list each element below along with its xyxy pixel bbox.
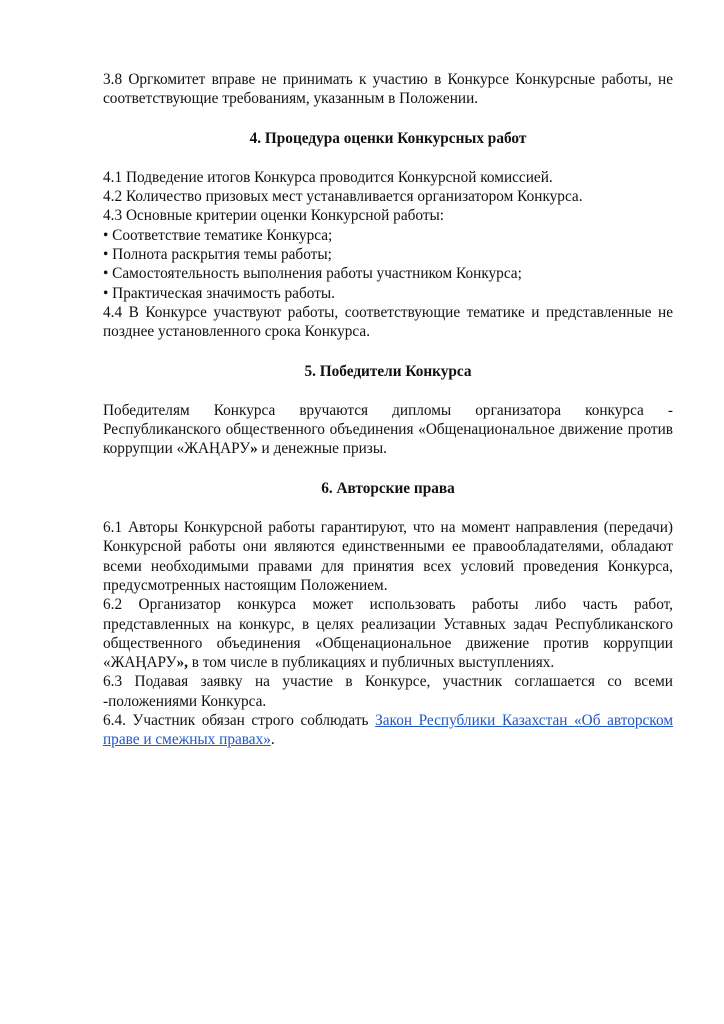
paragraph-5-winners — [103, 401, 673, 459]
paragraph-4-1: 4.1 Подведение итогов Конкурса проводится Конкурсной комиссией. — [103, 168, 553, 186]
spacer — [103, 109, 673, 129]
spacer — [103, 381, 673, 401]
closing-quote: » — [250, 440, 258, 458]
criteria-item: • Самостоятельность выполнения работы участником Конкурса; — [103, 265, 522, 283]
criteria-item: • Соответствие тематике Конкурса; — [103, 226, 333, 244]
paragraph-4-3: 4.3 Основные критерии оценки Конкурсной работы: — [103, 207, 445, 225]
paragraph-4-2: 4.2 Количество призовых мест устанавливается организатором Конкурса. — [103, 188, 583, 206]
criteria-item: • Полнота раскрытия темы работы; — [103, 246, 332, 264]
section-6-heading: 6. Авторские права — [321, 479, 455, 497]
paragraph-6-2 — [103, 595, 673, 672]
paragraph-6-3: 6.3 Подавая заявку на участие в Конкурсе, участник соглашается со всеми -положениями Конкурса. — [103, 673, 673, 710]
paragraph-6-2-tail: в том числе в публикациях и публичных выступлениях. — [187, 654, 555, 672]
section-5-heading: 5. Победители Конкурса — [304, 362, 472, 380]
document-page — [103, 70, 673, 750]
criteria-item: • Практическая значимость работы. — [103, 284, 335, 302]
paragraph-6-4 — [103, 711, 673, 750]
paragraph-6-4-end: . — [270, 731, 275, 749]
section-4-heading: 4. Процедура оценки Конкурсных работ — [249, 129, 527, 147]
paragraph-6-4-text: 6.4. Участник обязан строго соблюдать — [103, 712, 376, 730]
spacer — [103, 498, 673, 518]
winners-text: Победителям Конкурса вручаются дипломы организатора конкурса - Республиканского общественного объединения «Общенациональное движение против коррупции «ЖАҢАРУ — [103, 401, 673, 458]
spacer — [103, 459, 673, 479]
spacer — [103, 148, 673, 168]
spacer — [103, 342, 673, 362]
paragraph-3-8: 3.8 Оргкомитет вправе не принимать к участию в Конкурсе Конкурсные работы, не соответствующие требованиям, указанным в Положении. — [103, 71, 673, 108]
paragraph-6-2-text: 6.2 Организатор конкурса может использовать работы либо часть работ, представленных на конкурс, в целях реализации Уставных задач Республиканского общественного объединения «Общенациональное движение против коррупции «ЖАҢАРУ — [103, 596, 673, 672]
paragraph-4-4: 4.4 В Конкурсе участвуют работы, соответствующие тематике и представленные не позднее установленного срока Конкурса. — [103, 303, 673, 341]
paragraph-6-1: 6.1 Авторы Конкурсной работы гарантируют, что на момент направления (передачи) Конкурсной работы они являются единственными ее правообладателями, обладают всеми необходимыми правами для принятия всех условий проведения Конкурса, предусмотренных настоящим Положением. — [103, 519, 673, 594]
winners-tail: и денежные призы. — [257, 440, 387, 458]
copyright-law-link[interactable]: Закон Республики Казахстан «Об авторском праве и смежных правах» — [103, 712, 673, 749]
closing-quote: », — [176, 654, 188, 672]
